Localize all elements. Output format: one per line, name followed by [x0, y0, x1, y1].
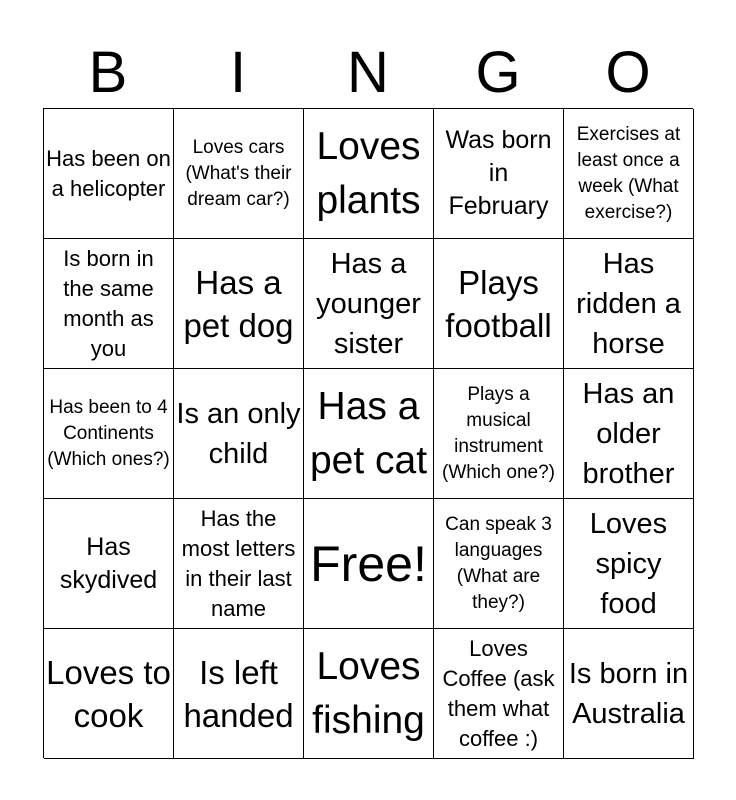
cell-text: Has been on a helicopter — [46, 145, 171, 201]
free-space-text: Free! — [310, 535, 427, 592]
header-letter-b: B — [88, 40, 128, 105]
cell-text: Loves plants — [316, 124, 421, 222]
bingo-cell[interactable] — [44, 499, 174, 629]
cell-text: Is born in the same month as you — [63, 245, 154, 361]
bingo-cell[interactable] — [44, 239, 174, 369]
header-letter-n: N — [347, 40, 389, 105]
bingo-cell[interactable] — [434, 629, 564, 759]
bingo-cell[interactable] — [174, 239, 304, 369]
cell-text: Loves to cook — [46, 653, 171, 734]
bingo-cell[interactable] — [564, 109, 694, 239]
bingo-cell[interactable] — [174, 499, 304, 629]
bingo-cell[interactable] — [434, 239, 564, 369]
cell-text: Has a pet dog — [183, 263, 294, 344]
bingo-cell[interactable] — [304, 109, 434, 239]
bingo-header — [43, 38, 693, 108]
bingo-cell[interactable] — [304, 629, 434, 759]
cell-text: Plays a musical instrument (Which one?) — [442, 383, 555, 483]
bingo-cell[interactable] — [564, 369, 694, 499]
header-letter-i: I — [229, 40, 247, 105]
cell-text: Loves spicy food — [589, 507, 668, 620]
cell-text: Loves Coffee (ask them what coffee :) — [442, 635, 555, 751]
cell-text: Has ridden a horse — [576, 247, 681, 360]
bingo-cell[interactable] — [434, 369, 564, 499]
cell-text: Can speak 3 languages (What are they?) — [445, 513, 552, 613]
bingo-cell[interactable] — [304, 239, 434, 369]
bingo-cell[interactable] — [564, 629, 694, 759]
bingo-cell[interactable] — [44, 109, 174, 239]
cell-text: Plays football — [445, 263, 552, 344]
bingo-cell[interactable] — [174, 109, 304, 239]
cell-text: Is an only child — [176, 397, 301, 470]
free-space-cell[interactable] — [304, 499, 434, 629]
header-letter-g: G — [475, 40, 521, 105]
cell-text: Has a pet cat — [309, 384, 428, 482]
bingo-cell[interactable] — [434, 499, 564, 629]
cell-text: Has a younger sister — [316, 247, 421, 360]
bingo-cell[interactable] — [174, 369, 304, 499]
cell-text: Is born in Australia — [568, 657, 689, 730]
cell-text: Has skydived — [59, 532, 158, 594]
cell-text: Has the most letters in their last name — [181, 505, 296, 621]
bingo-cell[interactable] — [434, 109, 564, 239]
header-letter-o: O — [605, 40, 651, 105]
bingo-cell[interactable] — [174, 629, 304, 759]
cell-text: Loves fishing — [312, 644, 425, 742]
bingo-cell[interactable] — [44, 369, 174, 499]
bingo-cell[interactable] — [44, 629, 174, 759]
bingo-cell[interactable] — [564, 239, 694, 369]
cell-text: Has been to 4 Continents (Which ones?) — [47, 396, 170, 470]
bingo-card-grid — [43, 108, 693, 758]
cell-text: Exercises at least once a week (What exercise?) — [576, 123, 681, 223]
cell-text: Was born in February — [445, 126, 552, 220]
bingo-cell[interactable] — [304, 369, 434, 499]
cell-text: Has an older brother — [582, 377, 675, 490]
cell-text: Loves cars (What's their dream car?) — [185, 136, 292, 210]
bingo-cell[interactable] — [564, 499, 694, 629]
cell-text: Is left handed — [183, 653, 294, 734]
